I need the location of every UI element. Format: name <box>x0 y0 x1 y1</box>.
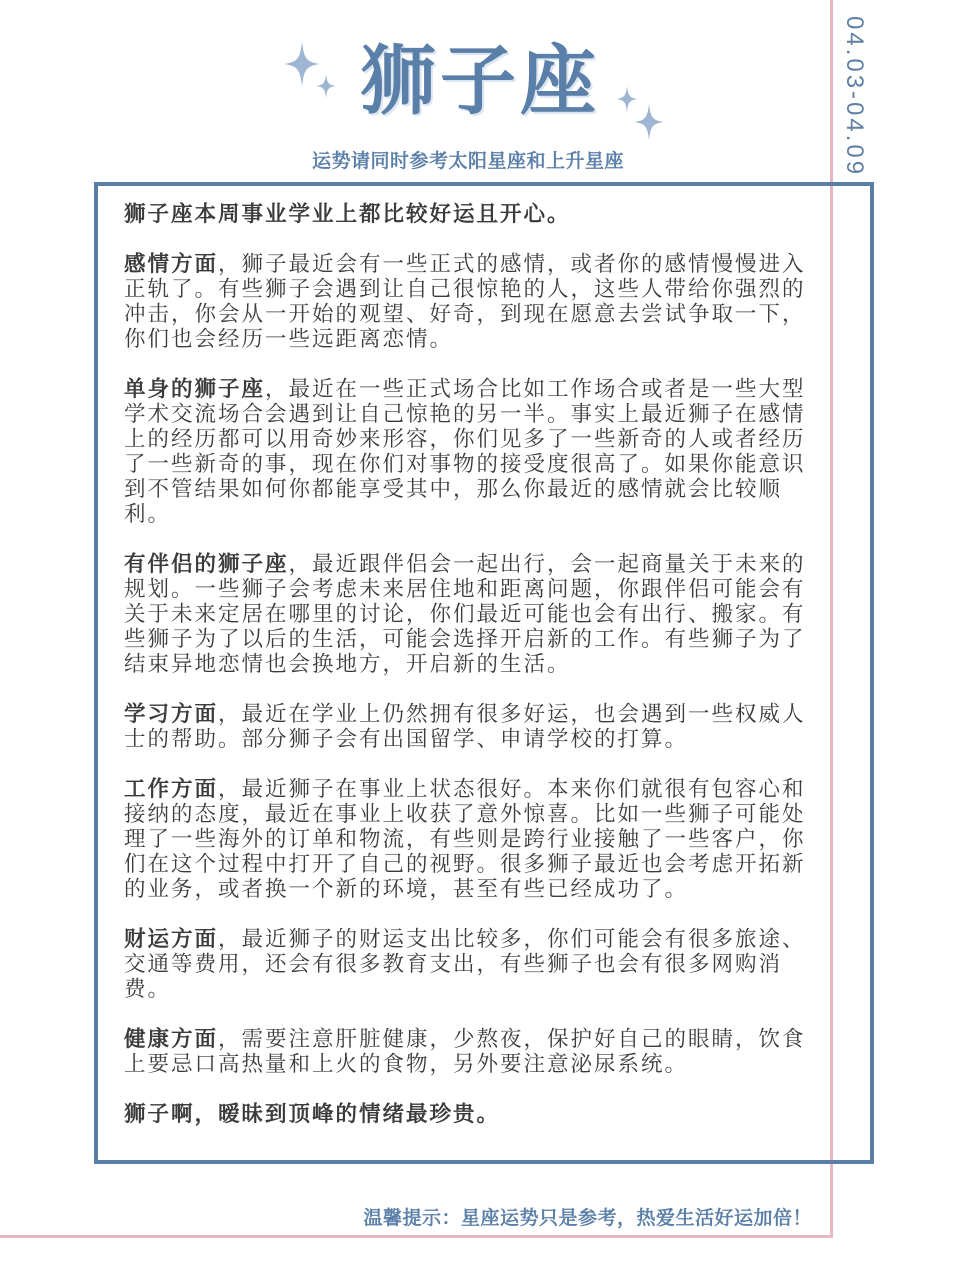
closing-paragraph <box>124 1102 820 1127</box>
intro-text: 狮子座本周事业学业上都比较好运且开心。 <box>124 202 571 227</box>
section-text: ，需要注意肝脏健康，少熬夜，保护好自己的眼睛，饮食上要忌口高热量和上火的食物，另外要注意泌尿系统。 <box>124 1027 806 1077</box>
section-label: 工作方面 <box>124 777 219 802</box>
section-label: 财运方面 <box>124 927 219 952</box>
content-box <box>94 182 874 1164</box>
section-label: 单身的狮子座 <box>124 377 266 402</box>
section-paragraph <box>124 777 820 902</box>
intro-paragraph <box>124 202 820 227</box>
section-text: ，最近狮子的财运支出比较多，你们可能会有很多旅途、交通等费用，还会有很多教育支出，有些狮子也会有很多网购消费。 <box>124 927 806 1002</box>
closing-text: 狮子啊，暧昧到顶峰的情绪最珍贵。 <box>124 1102 501 1127</box>
date-range: 04.03-04.09 <box>841 16 868 178</box>
section-paragraph <box>124 552 820 677</box>
section-text: ，最近狮子在事业上状态很好。本来你们就很有包容心和接纳的态度，最近在事业上收获了意外惊喜。比如一些狮子可能处理了一些海外的订单和物流，有些则是跨行业接触了一些客户，你们在这个过程中打开了自己的视野。很多狮子最近也会考虑开拓新的业务，或者换一个新的环境，甚至有些已经成功了。 <box>124 777 806 902</box>
pink-horizontal-line <box>0 1235 833 1238</box>
section-paragraph <box>124 702 820 752</box>
section-text: ，狮子最近会有一些正式的感情，或者你的感情慢慢进入正轨了。有些狮子会遇到让自己很惊艳的人，这些人带给你强烈的冲击，你会从一开始的观望、好奇，到现在愿意去尝试争取一下，你们也会经历一些远距离恋情。 <box>124 252 806 352</box>
page-title: 狮子座 <box>360 36 600 125</box>
section-label: 感情方面 <box>124 252 219 277</box>
footer-tip: 温馨提示：星座运势只是参考，热爱生活好运加倍！ <box>363 1207 812 1229</box>
section-text: ，最近跟伴侣会一起出行，会一起商量关于未来的规划。一些狮子会考虑未来居住地和距离问题，你跟伴侣可能会有关于未来定居在哪里的讨论，你们最近可能也会有出行、搬家。有些狮子为了以后的生活，可能会选择开启新的工作。有些狮子为了结束异地恋情也会换地方，开启新的生活。 <box>124 552 806 677</box>
section-label: 学习方面 <box>124 702 219 727</box>
section-label: 健康方面 <box>124 1027 219 1052</box>
section-paragraph <box>124 252 820 352</box>
subtitle: 运势请同时参考太阳星座和上升星座 <box>311 150 624 172</box>
section-paragraph <box>124 1027 820 1077</box>
section-text: ，最近在学业上仍然拥有很多好运，也会遇到一些权威人士的帮助。部分狮子会有出国留学、申请学校的打算。 <box>124 702 806 752</box>
section-paragraph <box>124 377 820 527</box>
article-body <box>124 202 820 1127</box>
section-text: ，最近在一些正式场合比如工作场合或者是一些大型学术交流场合会遇到让自己惊艳的另一半。事实上最近狮子在感情上的经历都可以用奇妙来形容，你们见多了一些新奇的人或者经历了一些新奇的事，现在你们对事物的接受度很高了。如果你能意识到不管结果如何你都能享受其中，那么你最近的感情就会比较顺利。 <box>124 377 806 527</box>
section-paragraph <box>124 927 820 1002</box>
section-label: 有伴侣的狮子座 <box>124 552 289 577</box>
